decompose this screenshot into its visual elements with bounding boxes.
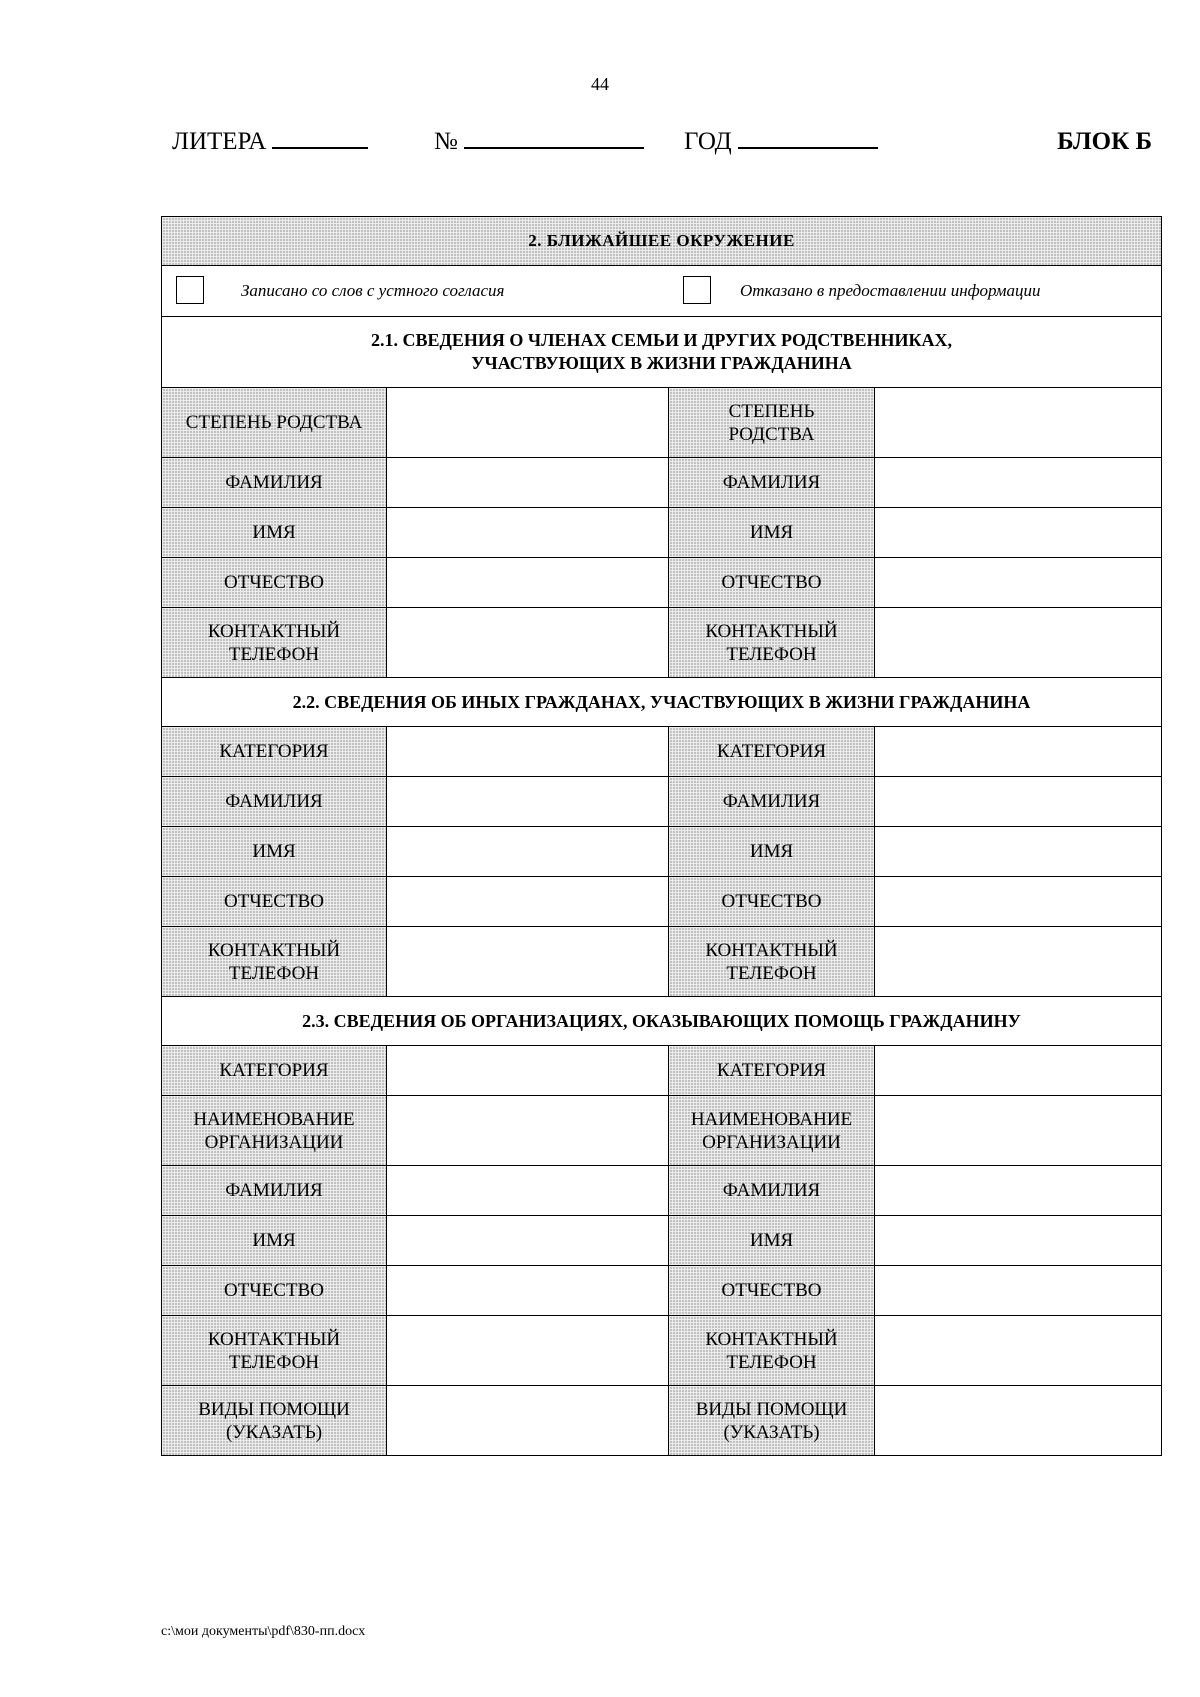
field-input-right[interactable]: [875, 608, 1162, 678]
oral-consent-label: Записано со слов с устного согласия: [241, 281, 505, 300]
form-row: [162, 1216, 1162, 1266]
field-input-right[interactable]: [875, 458, 1162, 508]
field-input-left[interactable]: [387, 458, 669, 508]
number-field: [434, 128, 644, 156]
field-label-right: КОНТАКТНЫЙ ТЕЛЕФОН: [669, 608, 875, 678]
form-row: [162, 1386, 1162, 1456]
field-input-right[interactable]: [875, 777, 1162, 827]
form-title: 2. БЛИЖАЙШЕЕ ОКРУЖЕНИЕ: [162, 217, 1162, 266]
field-input-right[interactable]: [875, 1266, 1162, 1316]
field-input-right[interactable]: [875, 1386, 1162, 1456]
field-input-left[interactable]: [387, 727, 669, 777]
field-label-right: ИМЯ: [669, 508, 875, 558]
field-label-right: СТЕПЕНЬ РОДСТВА: [669, 388, 875, 458]
field-label-left: ОТЧЕСТВО: [162, 558, 387, 608]
field-label-right: КОНТАКТНЫЙ ТЕЛЕФОН: [669, 1316, 875, 1386]
block-label: БЛОК Б: [1057, 128, 1152, 155]
field-label-left: ФАМИЛИЯ: [162, 777, 387, 827]
year-label: ГОД: [684, 128, 732, 155]
number-input-line[interactable]: [464, 129, 644, 149]
field-label-left: КОНТАКТНЫЙ ТЕЛЕФОН: [162, 1316, 387, 1386]
field-label-left: КОНТАКТНЫЙ ТЕЛЕФОН: [162, 608, 387, 678]
field-label-left: ФАМИЛИЯ: [162, 458, 387, 508]
field-input-right[interactable]: [875, 727, 1162, 777]
oral-consent-checkbox[interactable]: [176, 276, 204, 304]
field-label-right: ИМЯ: [669, 827, 875, 877]
field-label-left: КАТЕГОРИЯ: [162, 727, 387, 777]
document-header: [172, 128, 1152, 160]
field-label-right: ОТЧЕСТВО: [669, 1266, 875, 1316]
field-input-left[interactable]: [387, 558, 669, 608]
field-input-right[interactable]: [875, 1216, 1162, 1266]
field-label-right: ОТЧЕСТВО: [669, 877, 875, 927]
refused-info-checkbox[interactable]: [683, 276, 711, 304]
consent-row: [162, 266, 1162, 317]
field-input-left[interactable]: [387, 1316, 669, 1386]
field-input-right[interactable]: [875, 1316, 1162, 1386]
field-input-left[interactable]: [387, 877, 669, 927]
field-input-right[interactable]: [875, 1166, 1162, 1216]
field-input-left[interactable]: [387, 1166, 669, 1216]
form-row: [162, 727, 1162, 777]
form-row: [162, 827, 1162, 877]
field-label-left: СТЕПЕНЬ РОДСТВА: [162, 388, 387, 458]
field-label-right: ОТЧЕСТВО: [669, 558, 875, 608]
field-input-right[interactable]: [875, 388, 1162, 458]
footer-file-path: c:\мои документы\pdf\830-пп.docx: [161, 1624, 366, 1639]
form-row: [162, 1266, 1162, 1316]
field-input-right[interactable]: [875, 927, 1162, 997]
field-label-left: ИМЯ: [162, 508, 387, 558]
litera-input-line[interactable]: [272, 129, 368, 149]
field-label-right: КАТЕГОРИЯ: [669, 727, 875, 777]
form-row: [162, 388, 1162, 458]
field-label-right: КОНТАКТНЫЙ ТЕЛЕФОН: [669, 927, 875, 997]
field-input-left[interactable]: [387, 1266, 669, 1316]
field-label-left: ВИДЫ ПОМОЩИ (УКАЗАТЬ): [162, 1386, 387, 1456]
field-label-left: ФАМИЛИЯ: [162, 1166, 387, 1216]
field-label-right: ФАМИЛИЯ: [669, 777, 875, 827]
field-input-left[interactable]: [387, 1216, 669, 1266]
page-number: 44: [591, 74, 609, 94]
form-row: [162, 1046, 1162, 1096]
litera-label: ЛИТЕРА: [172, 128, 267, 155]
litera-field: [172, 128, 368, 156]
form-row: [162, 608, 1162, 678]
field-label-left: ОТЧЕСТВО: [162, 877, 387, 927]
section-heading-family: 2.1. СВЕДЕНИЯ О ЧЛЕНАХ СЕМЬИ И ДРУГИХ РОДСТВЕННИКАХ, УЧАСТВУЮЩИХ В ЖИЗНИ ГРАЖДАНИНА: [162, 317, 1162, 388]
field-input-left[interactable]: [387, 1386, 669, 1456]
field-label-right: КАТЕГОРИЯ: [669, 1046, 875, 1096]
field-label-right: НАИМЕНОВАНИЕ ОРГАНИЗАЦИИ: [669, 1096, 875, 1166]
field-input-right[interactable]: [875, 877, 1162, 927]
year-input-line[interactable]: [738, 129, 878, 149]
field-input-left[interactable]: [387, 827, 669, 877]
field-input-left[interactable]: [387, 927, 669, 997]
refused-info-label: Отказано в предоставлении информации: [740, 281, 1041, 300]
environment-form-table: [161, 216, 1162, 1456]
form-row: [162, 458, 1162, 508]
field-input-left[interactable]: [387, 608, 669, 678]
field-label-left: ИМЯ: [162, 827, 387, 877]
form-row: [162, 927, 1162, 997]
field-input-left[interactable]: [387, 1046, 669, 1096]
number-label: №: [434, 128, 458, 155]
field-label-right: ВИДЫ ПОМОЩИ (УКАЗАТЬ): [669, 1386, 875, 1456]
year-field: [684, 128, 878, 156]
form-row: [162, 777, 1162, 827]
field-label-right: ФАМИЛИЯ: [669, 1166, 875, 1216]
field-label-left: КОНТАКТНЫЙ ТЕЛЕФОН: [162, 927, 387, 997]
field-input-right[interactable]: [875, 558, 1162, 608]
field-input-left[interactable]: [387, 388, 669, 458]
form-row: [162, 1316, 1162, 1386]
form-row: [162, 877, 1162, 927]
field-label-right: ИМЯ: [669, 1216, 875, 1266]
section-heading-organizations: 2.3. СВЕДЕНИЯ ОБ ОРГАНИЗАЦИЯХ, ОКАЗЫВАЮЩИХ ПОМОЩЬ ГРАЖДАНИНУ: [162, 997, 1162, 1046]
field-input-left[interactable]: [387, 777, 669, 827]
form-row: [162, 1166, 1162, 1216]
section-heading-other-citizens: 2.2. СВЕДЕНИЯ ОБ ИНЫХ ГРАЖДАНАХ, УЧАСТВУЮЩИХ В ЖИЗНИ ГРАЖДАНИНА: [162, 678, 1162, 727]
field-label-left: НАИМЕНОВАНИЕ ОРГАНИЗАЦИИ: [162, 1096, 387, 1166]
field-input-right[interactable]: [875, 1046, 1162, 1096]
field-label-right: ФАМИЛИЯ: [669, 458, 875, 508]
field-input-left[interactable]: [387, 508, 669, 558]
field-label-left: КАТЕГОРИЯ: [162, 1046, 387, 1096]
form-row: [162, 558, 1162, 608]
field-input-right[interactable]: [875, 1096, 1162, 1166]
field-input-right[interactable]: [875, 827, 1162, 877]
field-label-left: ОТЧЕСТВО: [162, 1266, 387, 1316]
field-input-left[interactable]: [387, 1096, 669, 1166]
field-label-left: ИМЯ: [162, 1216, 387, 1266]
form-row: [162, 1096, 1162, 1166]
field-input-right[interactable]: [875, 508, 1162, 558]
form-row: [162, 508, 1162, 558]
